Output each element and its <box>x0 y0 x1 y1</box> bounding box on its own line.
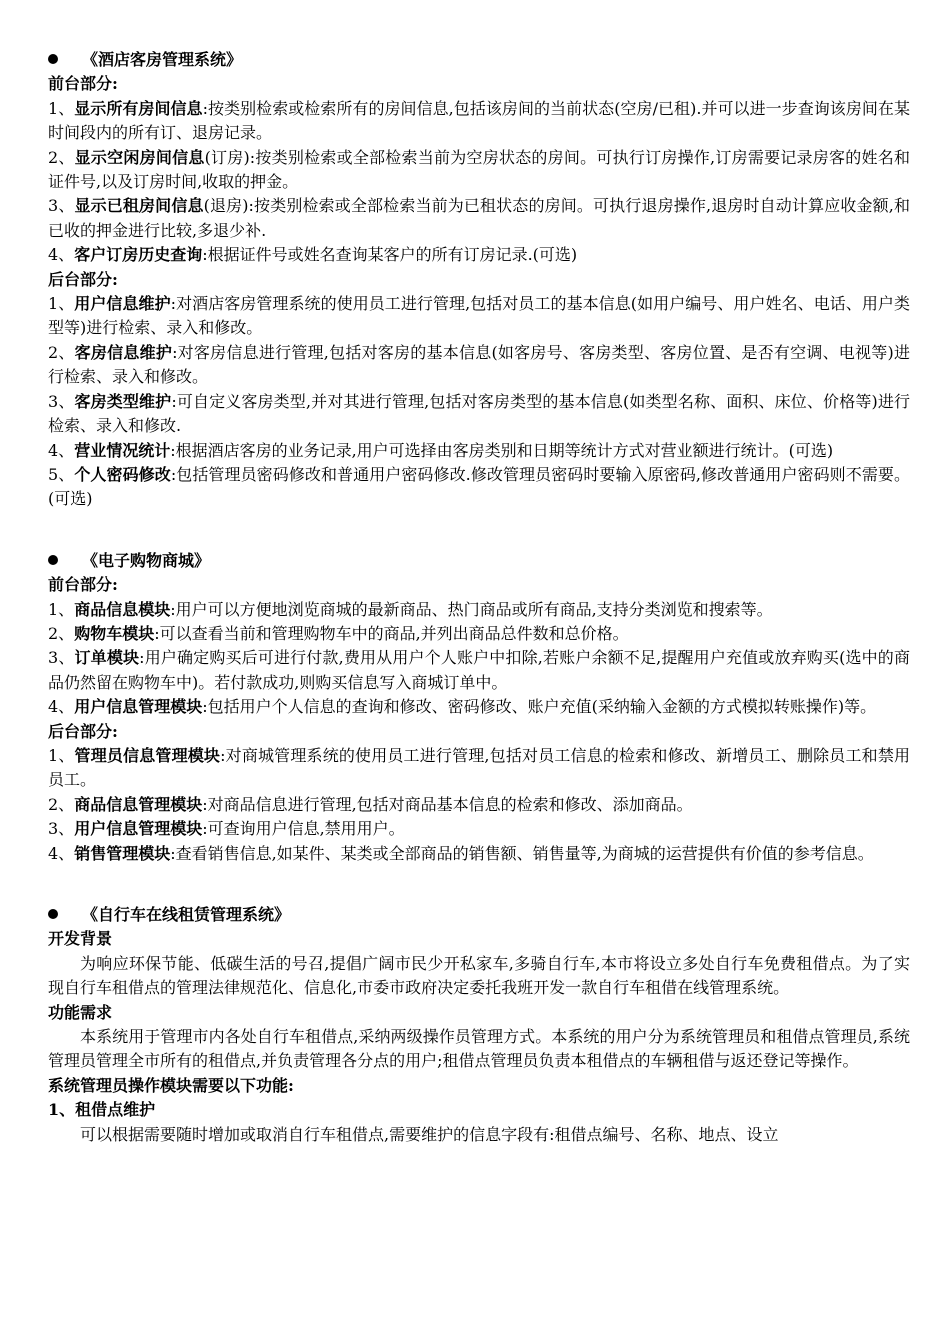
bullet-icon <box>48 555 58 565</box>
list-item: 2、购物车模块:可以查看当前和管理购物车中的商品,并列出商品总件数和总价格。 <box>48 623 629 643</box>
list-item: 3、用户信息管理模块:可查询用户信息,禁用用户。 <box>48 819 405 839</box>
list-item: 1、用户信息维护:对酒店客房管理系统的使用员工进行管理,包括对员工的基本信息(如用户编号、用户姓名、电话、用户类型等)进行检索、录入和修改。 <box>48 294 910 338</box>
list-item: 4、营业情况统计:根据酒店客房的业务记录,用户可选择由客房类别和日期等统计方式对营业额进行统计。(可选) <box>48 440 834 460</box>
bullet-icon <box>48 909 58 919</box>
section-bike <box>48 903 910 1147</box>
section-mall <box>48 549 910 866</box>
list-item: 3、显示已租房间信息(退房):按类别检索或全部检索当前为已租状态的房间。可执行退房操作,退房时自动计算应收金额,和已收的押金进行比较,多退少补. <box>48 196 910 240</box>
admin-heading: 系统管理员操作模块需要以下功能: <box>48 1075 294 1095</box>
list-item: 5、个人密码修改:包括管理员密码修改和普通用户密码修改.修改管理员密码时要输入原密码,修改普通用户密码则不需要。(可选) <box>48 464 910 509</box>
front-heading: 前台部分: <box>48 575 118 595</box>
item-heading: 1、租借点维护 <box>48 1100 156 1120</box>
list-item: 3、客房类型维护:可自定义客房类型,并对其进行管理,包括对客房类型的基本信息(如类型名称、面积、床位、价格等)进行检索、录入和修改. <box>48 391 910 436</box>
bullet-icon <box>48 54 58 64</box>
list-item: 4、销售管理模块:查看销售信息,如某件、某类或全部商品的销售额、销售量等,为商城的运营提供有价值的参考信息。 <box>48 843 874 863</box>
section-title: 《酒店客房管理系统》 <box>48 48 910 72</box>
list-item: 1、管理员信息管理模块:对商城管理系统的使用员工进行管理,包括对员工信息的检索和修改、新增员工、删除员工和禁用员工。 <box>48 745 910 790</box>
list-item: 2、显示空闲房间信息(订房):按类别检索或全部检索当前为空房状态的房间。可执行订房操作,订房需要记录房客的姓名和证件号,以及订房时间,收取的押金。 <box>48 147 910 192</box>
function-heading: 功能需求 <box>48 1002 113 1022</box>
back-heading: 后台部分: <box>48 269 118 289</box>
list-item: 4、用户信息管理模块:包括用户个人信息的查询和修改、密码修改、账户充值(采纳输入金额的方式模拟转账操作)等。 <box>48 697 877 717</box>
list-item: 2、商品信息管理模块:对商品信息进行管理,包括对商品基本信息的检索和修改、添加商品。 <box>48 794 693 814</box>
list-item: 3、订单模块:用户确定购买后可进行付款,费用从用户个人账户中扣除,若账户余额不足,提醒用户充值或放弃购买(选中的商品仍然留在购物车中)。若付款成功,则购买信息写入商城订单中。 <box>48 648 910 692</box>
section-title: 《自行车在线租赁管理系统》 <box>48 903 910 927</box>
list-item: 1、显示所有房间信息:按类别检索或检索所有的房间信息,包括该房间的当前状态(空房/已租).并可以进一步查询该房间在某时间段内的所有订、退房记录。 <box>48 98 910 143</box>
list-item: 4、客户订房历史查询:根据证件号或姓名查询某客户的所有订房记录.(可选) <box>48 245 578 265</box>
section-hotel <box>48 48 910 512</box>
item-paragraph: 可以根据需要随时增加或取消自行车租借点,需要维护的信息字段有:租借点编号、名称、地点、设立 <box>80 1124 779 1144</box>
back-heading: 后台部分: <box>48 721 118 741</box>
list-item: 2、客房信息维护:对客房信息进行管理,包括对客房的基本信息(如客房号、客房类型、客房位置、是否有空调、电视等)进行检索、录入和修改。 <box>48 342 910 387</box>
background-heading: 开发背景 <box>48 929 113 949</box>
list-item: 1、商品信息模块:用户可以方便地浏览商城的最新商品、热门商品或所有商品,支持分类浏览和搜索等。 <box>48 599 773 619</box>
background-paragraph: 为响应环保节能、低碳生活的号召,提倡广阔市民少开私家车,多骑自行车,本市将设立多处自行车免费租借点。为了实现自行车租借点的管理法律规范化、信息化,市委市政府决定委托我班开发一款自行车租借在线管理系统。 <box>48 953 910 998</box>
section-title: 《电子购物商城》 <box>48 549 910 573</box>
front-heading: 前台部分: <box>48 74 118 94</box>
function-paragraph: 本系统用于管理市内各处自行车租借点,采纳两级操作员管理方式。本系统的用户分为系统管理员和租借点管理员,系统管理员管理全市所有的租借点,并负责管理各分点的用户;租借点管理员负责本租借点的车辆租借与返还登记等操作。 <box>48 1027 910 1071</box>
document-page <box>48 48 910 1147</box>
